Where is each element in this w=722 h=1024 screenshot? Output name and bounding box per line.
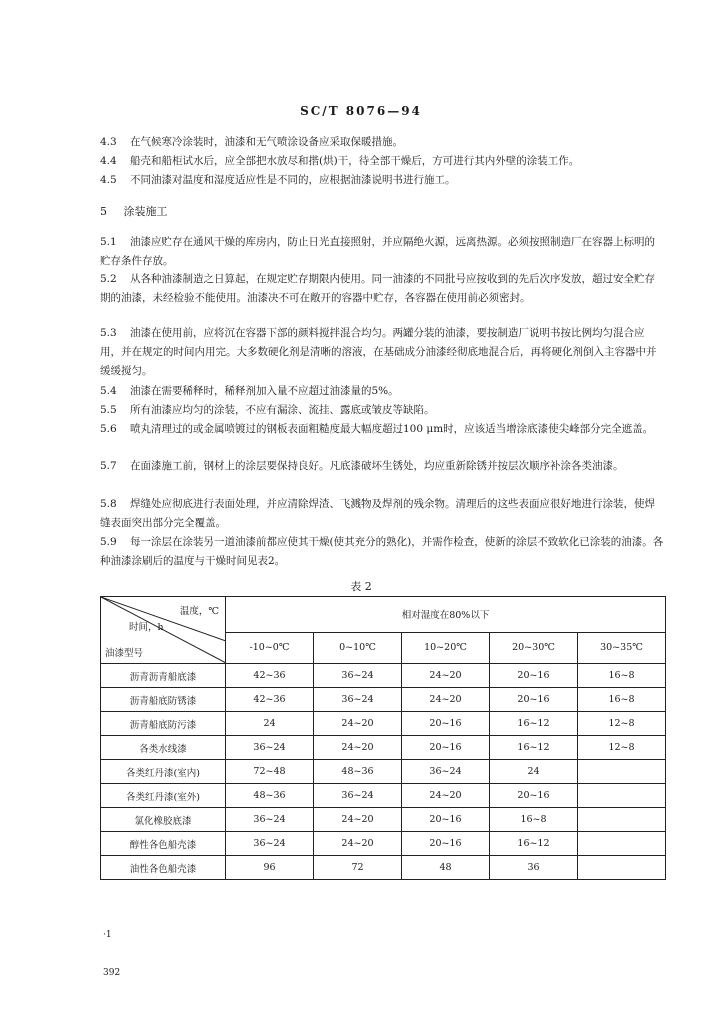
temp-col-header: 20~30℃ bbox=[490, 632, 578, 663]
drying-time-cell: 24~20 bbox=[314, 832, 402, 856]
table-row bbox=[101, 784, 666, 808]
table-row bbox=[101, 688, 666, 712]
drying-time-cell: 16~12 bbox=[490, 712, 578, 736]
drying-time-cell: 72~48 bbox=[226, 760, 314, 784]
drying-time-cell: 24~20 bbox=[402, 688, 490, 712]
drying-time-cell: 20~16 bbox=[490, 664, 578, 688]
drying-time-cell: 24~20 bbox=[402, 784, 490, 808]
clause-5-9 bbox=[100, 533, 665, 571]
clause-text: 在面漆施工前，钢材上的涂层要保持良好。凡底漆破坏生锈处，均应重新除锈并按层次顺序补涂各类油漆。 bbox=[130, 460, 624, 472]
drying-time-cell: 36~24 bbox=[314, 688, 402, 712]
clause-number: 5.6 bbox=[100, 423, 117, 435]
paint-type-cell: 沥青船底防锈漆 bbox=[101, 688, 226, 712]
drying-time-cell: 72 bbox=[314, 856, 402, 880]
drying-time-cell: 36~24 bbox=[314, 784, 402, 808]
table-row bbox=[101, 736, 666, 760]
drying-time-cell: 16~12 bbox=[490, 736, 578, 760]
clause-4-4 bbox=[100, 152, 665, 171]
corner-type-label: 油漆型号 bbox=[105, 648, 144, 659]
clause-number: 5.1 bbox=[100, 236, 117, 248]
drying-time-cell: 24~20 bbox=[314, 712, 402, 736]
paint-type-cell: 各类红丹漆(室内) bbox=[101, 760, 226, 784]
drying-time-cell: 12~8 bbox=[578, 712, 666, 736]
table-row bbox=[101, 712, 666, 736]
drying-time-cell: 42~36 bbox=[226, 664, 314, 688]
drying-time-cell: 24~20 bbox=[402, 664, 490, 688]
margin-mark: ·1 bbox=[103, 930, 112, 940]
drying-time-cell: 24 bbox=[226, 712, 314, 736]
clause-5-6 bbox=[100, 420, 665, 439]
clause-text: 从各种油漆制造之日算起，在规定贮存期限内使用。同一油漆的不同批号应按收到的先后次序发放，超过安全贮存期的油漆，未经检验不能使用。油漆决不可在敞开的容器中贮存，各容器在使用前必须密封。 bbox=[100, 273, 655, 304]
paint-type-cell: 沥青沥青船底漆 bbox=[101, 664, 226, 688]
paint-type-cell: 各类水线漆 bbox=[101, 736, 226, 760]
table-corner-header bbox=[101, 597, 226, 664]
drying-time-cell: 24~20 bbox=[314, 808, 402, 832]
section-number: 5 bbox=[100, 205, 107, 218]
drying-time-cell: 36~24 bbox=[314, 664, 402, 688]
drying-time-cell: 24~20 bbox=[314, 736, 402, 760]
paint-type-cell: 油性各色船壳漆 bbox=[101, 856, 226, 880]
paint-type-cell: 各类红丹漆(室外) bbox=[101, 784, 226, 808]
clause-number: 5.2 bbox=[100, 273, 117, 285]
table-row bbox=[101, 832, 666, 856]
drying-time-cell: 36 bbox=[490, 856, 578, 880]
drying-time-cell: 12~8 bbox=[578, 736, 666, 760]
clause-text: 在气候寒冷涂装时，油漆和无气喷涂设备应采取保暖措施。 bbox=[130, 136, 403, 148]
table-body bbox=[101, 664, 666, 880]
clause-text: 焊缝处应彻底进行表面处理，并应清除焊渣、飞溅物及焊剂的残余物。清理后的这些表面应很好地进行涂装，使焊缝表面突出部分完全覆盖。 bbox=[100, 498, 655, 529]
drying-time-cell: 36~24 bbox=[402, 760, 490, 784]
section-title: 涂装施工 bbox=[123, 205, 168, 218]
clause-5-5 bbox=[100, 401, 665, 420]
clause-4-3 bbox=[100, 133, 665, 152]
drying-time-cell: 16~8 bbox=[578, 664, 666, 688]
drying-time-cell bbox=[578, 808, 666, 832]
clause-5-1 bbox=[100, 233, 665, 271]
clause-number: 5.4 bbox=[100, 385, 117, 397]
clause-text: 每一涂层在涂装另一道油漆前都应使其干燥(使其充分的熟化)，并需作检查，使新的涂层不致软化已涂装的油漆。各种油漆涂刷后的温度与干燥时间见表2。 bbox=[100, 536, 664, 567]
temp-col-header: -10~0℃ bbox=[226, 632, 314, 663]
corner-temp-label: 温度，℃ bbox=[179, 606, 219, 617]
paint-type-cell: 氯化橡胶底漆 bbox=[101, 808, 226, 832]
table-row bbox=[101, 760, 666, 784]
clause-text: 所有油漆应均匀的涂装，不应有漏涂、流挂、露底或皱皮等缺陷。 bbox=[130, 404, 435, 416]
clause-5-3 bbox=[100, 324, 665, 381]
clause-number: 5.5 bbox=[100, 404, 117, 416]
clause-number: 5.9 bbox=[100, 536, 117, 548]
drying-time-cell: 24 bbox=[490, 760, 578, 784]
clause-5-8 bbox=[100, 495, 665, 533]
drying-time-cell: 48 bbox=[402, 856, 490, 880]
drying-time-cell: 48~36 bbox=[314, 760, 402, 784]
clause-number: 5.7 bbox=[100, 460, 117, 472]
drying-time-cell: 16~8 bbox=[490, 808, 578, 832]
table-caption: 表 2 bbox=[350, 580, 372, 593]
clause-5-7 bbox=[100, 457, 665, 476]
clause-text: 油漆应贮存在通风干燥的库房内，防止日光直接照射，并应隔绝火源，远离热源。必须按照制造厂在容器上标明的贮存条件存放。 bbox=[100, 236, 655, 267]
clause-text: 喷丸清理过的或金属喷镀过的钢板表面粗糙度最大幅度超过100 μm时，应该适当增涂底漆使尖峰部分完全遮盖。 bbox=[130, 423, 654, 435]
drying-time-cell: 48~36 bbox=[226, 784, 314, 808]
drying-time-cell: 36~24 bbox=[226, 736, 314, 760]
temp-col-header: 0~10℃ bbox=[314, 632, 402, 663]
clause-text: 船壳和船柜试水后，应全部把水放尽和揩(烘)干，待全部干燥后，方可进行其内外壁的涂装工作。 bbox=[130, 155, 580, 167]
drying-time-cell: 20~16 bbox=[402, 832, 490, 856]
document-header: SC/T 8076—94 bbox=[300, 104, 422, 118]
drying-time-cell: 16~12 bbox=[490, 832, 578, 856]
table-row bbox=[101, 808, 666, 832]
drying-time-cell bbox=[578, 832, 666, 856]
corner-time-label: 时间，h bbox=[129, 622, 164, 633]
drying-time-cell: 20~16 bbox=[490, 688, 578, 712]
clause-4-5 bbox=[100, 171, 665, 190]
drying-time-table bbox=[100, 596, 666, 880]
drying-time-cell bbox=[578, 856, 666, 880]
temp-col-header: 30~35℃ bbox=[578, 632, 666, 663]
drying-time-cell bbox=[578, 760, 666, 784]
drying-time-cell: 16~8 bbox=[578, 688, 666, 712]
table-row bbox=[101, 856, 666, 880]
clause-number: 5.8 bbox=[100, 498, 117, 510]
drying-time-cell: 20~16 bbox=[402, 736, 490, 760]
clause-text: 油漆在需要稀释时，稀释剂加入量不应超过油漆量的5%。 bbox=[130, 385, 399, 397]
table-row bbox=[101, 664, 666, 688]
drying-time-cell: 96 bbox=[226, 856, 314, 880]
temp-col-header: 10~20℃ bbox=[402, 632, 490, 663]
drying-time-cell: 42~36 bbox=[226, 688, 314, 712]
clause-number: 4.3 bbox=[100, 136, 117, 148]
page-number: 392 bbox=[103, 968, 121, 978]
clause-text: 油漆在使用前，应将沉在容器下部的颜料搅拌混合均匀。两罐分装的油漆，要按制造厂说明书按比例均匀混合应用，并在规定的时间内用完。大多数硬化剂是清晰的溶液，在基础成分油漆经彻底地混合后，再将硬化剂倒入主容器中并缓缓搅匀。 bbox=[100, 327, 657, 377]
clause-number: 5.3 bbox=[100, 327, 117, 339]
clause-5-2 bbox=[100, 270, 665, 308]
paint-type-cell: 醇性各色船壳漆 bbox=[101, 832, 226, 856]
clause-5-4 bbox=[100, 382, 665, 401]
section-5-heading bbox=[100, 203, 168, 219]
drying-time-cell bbox=[578, 784, 666, 808]
clause-number: 4.5 bbox=[100, 174, 117, 186]
drying-time-cell: 36~24 bbox=[226, 832, 314, 856]
drying-time-cell: 20~16 bbox=[402, 808, 490, 832]
drying-time-cell: 20~16 bbox=[402, 712, 490, 736]
paint-type-cell: 沥青船底防污漆 bbox=[101, 712, 226, 736]
clause-text: 不同油漆对温度和湿度适应性是不同的，应根据油漆说明书进行施工。 bbox=[130, 174, 456, 186]
clause-number: 4.4 bbox=[100, 155, 117, 167]
drying-time-cell: 36~24 bbox=[226, 808, 314, 832]
drying-time-cell: 20~16 bbox=[490, 784, 578, 808]
humidity-header: 相对湿度在80%以下 bbox=[226, 597, 666, 633]
